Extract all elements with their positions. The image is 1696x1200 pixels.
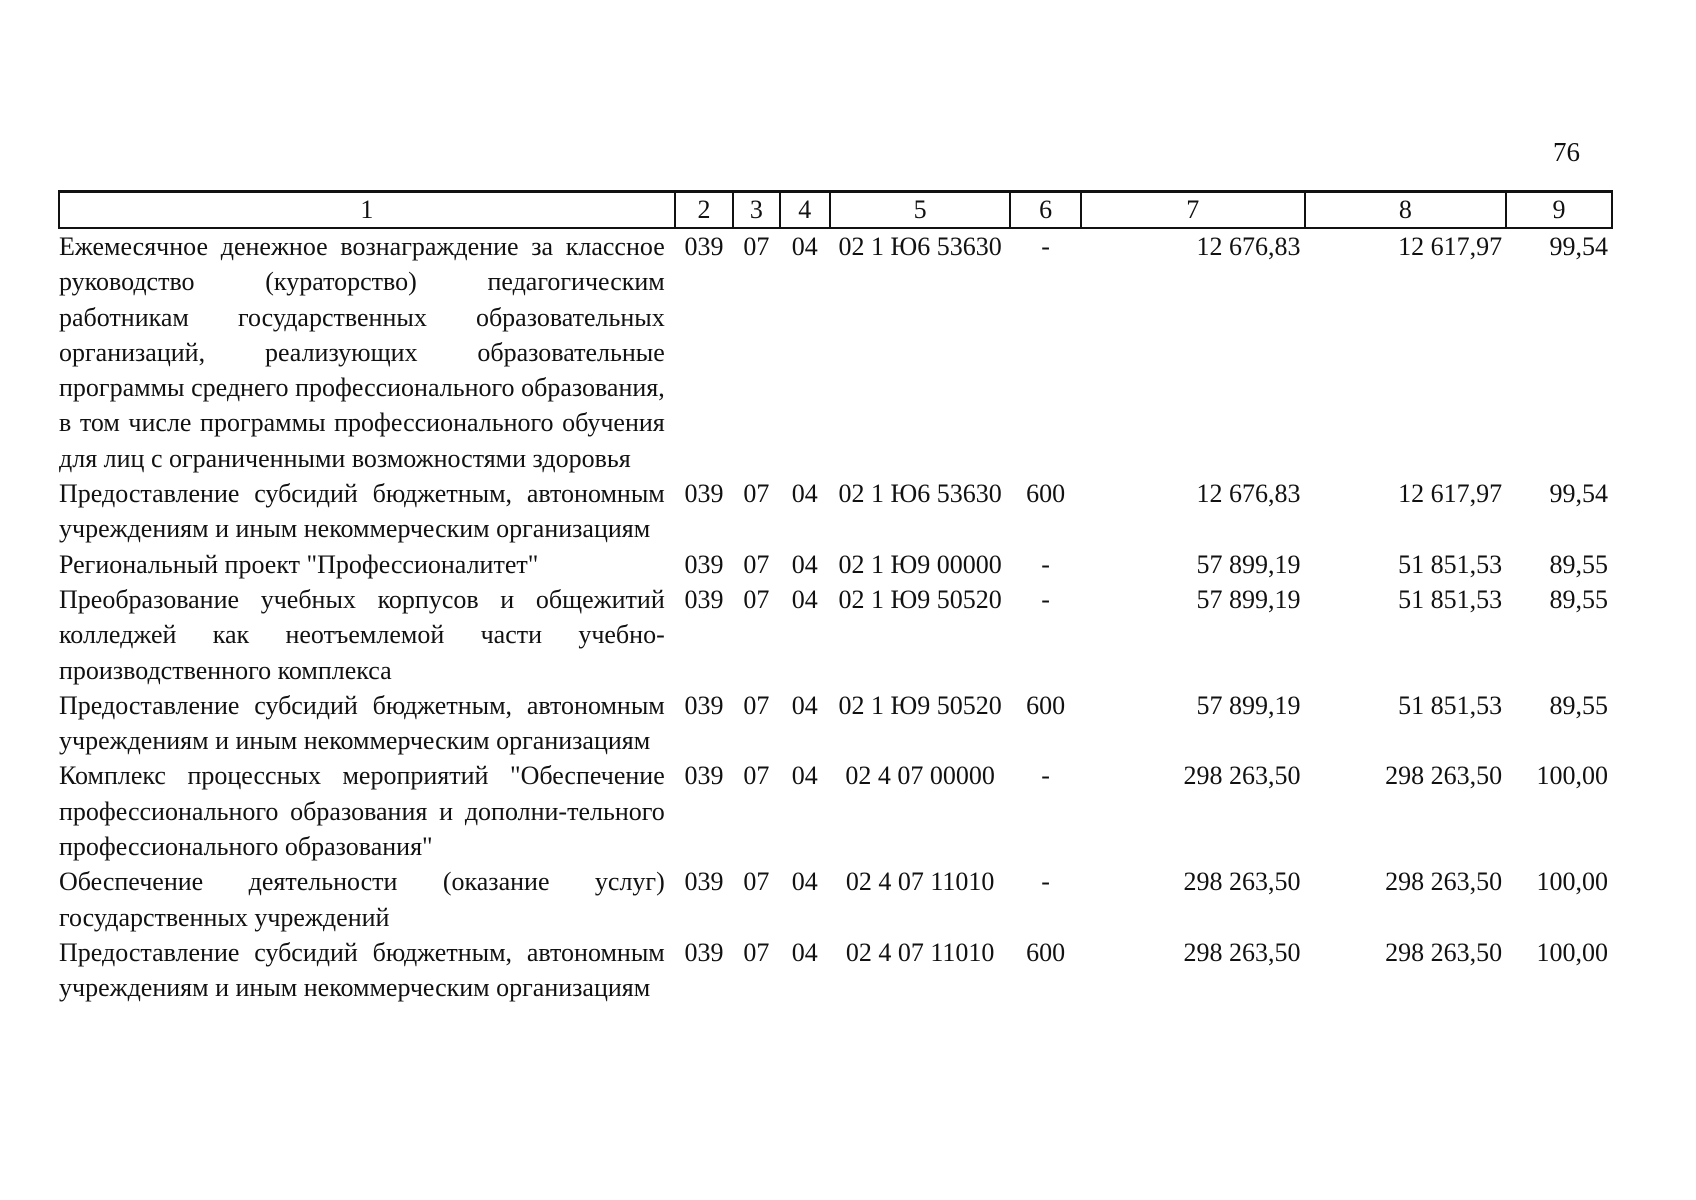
actual-amount: 12 617,97 [1398, 479, 1503, 509]
subsection-code: 04 [791, 584, 818, 614]
expense-type-code: - [1041, 584, 1050, 614]
execution-percent: 99,54 [1549, 232, 1608, 261]
table-row [59, 228, 1612, 476]
column-header-1: 1 [59, 192, 675, 229]
subsection-code: 04 [791, 549, 818, 579]
ministry-code: 039 [684, 761, 724, 791]
table-header [59, 192, 1612, 229]
table-body [59, 228, 1612, 1006]
expense-name: Предоставление субсидий бюджетным, автономным учреждениям и иным некоммерческим организациям [59, 937, 665, 1003]
target-article-code: 02 1 Ю9 50520 [838, 584, 1002, 614]
expense-type-code: 600 [1026, 479, 1066, 509]
expense-type-code: - [1041, 549, 1050, 579]
expense-name: Региональный проект "Профессионалитет" [59, 549, 539, 579]
actual-amount: 298 263,50 [1385, 761, 1503, 791]
ministry-code: 039 [684, 479, 724, 509]
section-code: 07 [743, 549, 770, 579]
column-header-7: 7 [1081, 192, 1305, 229]
column-header-5: 5 [830, 192, 1010, 229]
budget-table [58, 190, 1613, 1006]
actual-amount: 51 851,53 [1398, 549, 1503, 579]
target-article-code: 02 1 Ю6 53630 [838, 232, 1002, 261]
column-header-3: 3 [733, 192, 779, 229]
execution-percent: 100,00 [1536, 937, 1608, 967]
column-header-6: 6 [1010, 192, 1081, 229]
column-header-2: 2 [675, 192, 733, 229]
section-code: 07 [743, 867, 770, 897]
actual-amount: 51 851,53 [1398, 690, 1503, 720]
execution-percent: 89,55 [1549, 690, 1608, 720]
planned-amount: 12 676,83 [1196, 232, 1301, 261]
expense-type-code: - [1041, 867, 1050, 897]
subsection-code: 04 [791, 232, 818, 261]
expense-name: Предоставление субсидий бюджетным, автономным учреждениям и иным некоммерческим организациям [59, 690, 665, 756]
planned-amount: 298 263,50 [1183, 937, 1301, 967]
expense-type-code: - [1041, 232, 1050, 261]
column-header-8: 8 [1305, 192, 1507, 229]
column-header-9: 9 [1506, 192, 1612, 229]
execution-percent: 89,55 [1549, 549, 1608, 579]
table-row [59, 864, 1612, 935]
execution-percent: 89,55 [1549, 584, 1608, 614]
execution-percent: 100,00 [1536, 867, 1608, 897]
subsection-code: 04 [791, 937, 818, 967]
expense-name: Комплекс процессных мероприятий "Обеспечение профессионального образования и дополни-тельного профессионального образования" [59, 761, 665, 862]
target-article-code: 02 4 07 11010 [845, 867, 995, 897]
table-row [59, 688, 1612, 759]
subsection-code: 04 [791, 479, 818, 509]
planned-amount: 12 676,83 [1196, 479, 1301, 509]
section-code: 07 [743, 479, 770, 509]
expense-name: Предоставление субсидий бюджетным, автономным учреждениям и иным некоммерческим организациям [59, 479, 665, 544]
target-article-code: 02 4 07 00000 [845, 761, 995, 791]
ministry-code: 039 [684, 549, 724, 579]
target-article-code: 02 1 Ю9 50520 [838, 690, 1002, 720]
expense-name: Преобразование учебных корпусов и общежитий колледжей как неотъемлемой части учебно-производственного комплекса [59, 584, 665, 685]
ministry-code: 039 [684, 584, 724, 614]
planned-amount: 57 899,19 [1196, 690, 1301, 720]
actual-amount: 298 263,50 [1385, 937, 1503, 967]
planned-amount: 298 263,50 [1183, 761, 1301, 791]
ministry-code: 039 [684, 232, 724, 261]
actual-amount: 298 263,50 [1385, 867, 1503, 897]
page-number: 76 [1553, 137, 1580, 167]
subsection-code: 04 [791, 867, 818, 897]
expense-type-code: - [1041, 761, 1050, 791]
section-code: 07 [743, 584, 770, 614]
execution-percent: 100,00 [1536, 761, 1608, 791]
budget-table-container [58, 190, 1613, 1006]
table-row [59, 935, 1612, 1006]
target-article-code: 02 1 Ю6 53630 [838, 479, 1002, 509]
subsection-code: 04 [791, 761, 818, 791]
expense-type-code: 600 [1026, 690, 1066, 720]
target-article-code: 02 1 Ю9 00000 [838, 549, 1002, 579]
expense-name: Обеспечение деятельности (оказание услуг) государственных учреждений [59, 867, 665, 932]
ministry-code: 039 [684, 937, 724, 967]
actual-amount: 12 617,97 [1398, 232, 1503, 261]
section-code: 07 [743, 690, 770, 720]
expense-type-code: 600 [1026, 937, 1066, 967]
ministry-code: 039 [684, 867, 724, 897]
ministry-code: 039 [684, 690, 724, 720]
section-code: 07 [743, 937, 770, 967]
planned-amount: 57 899,19 [1196, 549, 1301, 579]
target-article-code: 02 4 07 11010 [845, 937, 995, 967]
header-row [59, 192, 1612, 229]
section-code: 07 [743, 232, 770, 261]
subsection-code: 04 [791, 690, 818, 720]
table-row [59, 582, 1612, 688]
planned-amount: 57 899,19 [1196, 584, 1301, 614]
actual-amount: 51 851,53 [1398, 584, 1503, 614]
table-row [59, 758, 1612, 864]
table-row [59, 476, 1612, 547]
section-code: 07 [743, 761, 770, 791]
execution-percent: 99,54 [1549, 479, 1608, 509]
expense-name: Ежемесячное денежное вознаграждение за классное руководство (кураторство) педагогическим работникам государственных образовательных организаций, реализующих образовательные программы среднего профессионального образования, в том числе программы профессионального обучения для лиц с ограниченными возможностями здоровья [59, 232, 665, 473]
table-row [59, 547, 1612, 582]
planned-amount: 298 263,50 [1183, 867, 1301, 897]
column-header-4: 4 [780, 192, 830, 229]
